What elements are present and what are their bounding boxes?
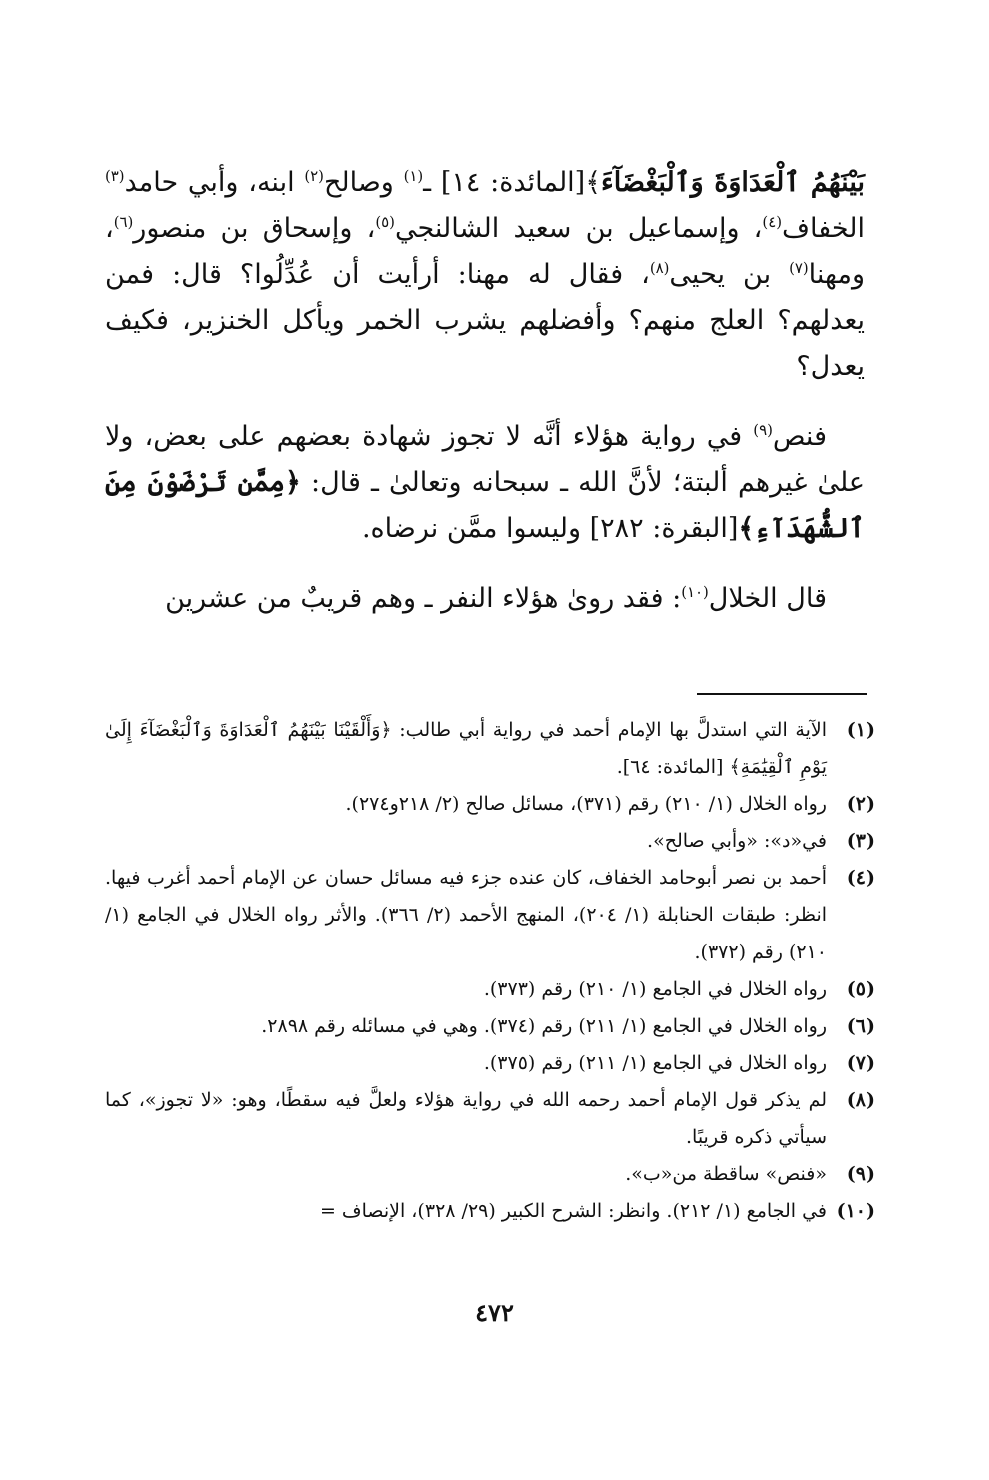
footnote-item <box>105 1045 875 1082</box>
footnote-number: (٧) <box>846 1052 875 1074</box>
paragraph-3: قال الخلال$^{(١٠)}$: فقد روىٰ هؤلاء النفر ـ وهم قريبٌ من عشرين <box>165 583 827 614</box>
footnote-item <box>105 1082 875 1156</box>
footnote-marker[interactable]: (٦) <box>113 213 134 231</box>
footnote-number: (٩) <box>846 1163 875 1185</box>
footnote-item <box>105 1008 875 1045</box>
footnote-text: أحمد بن نصر أبوحامد الخفاف، كان عنده جزء فيه مسائل حسان عن الإمام أحمد أغرب فيها. انظر: طبقات الحنابلة (١/ ٢٠٤)، المنهج الأحمد (٢/ ٣٦٦). والأثر رواه الخلال في الجامع (١/ ٢١٠) رقم (٣٧٢). <box>105 867 828 963</box>
footnote-text: رواه الخلال في الجامع (١/ ٢١١) رقم (٣٧٥). <box>483 1052 827 1074</box>
footnote-marker[interactable]: (٥) <box>375 213 395 231</box>
footnote-number: (٤) <box>846 867 875 889</box>
footnote-text: رواه الخلال (١/ ٢١٠) رقم (٣٧١)، مسائل صالح (٢/ ٢١٨و٢٧٤). <box>345 793 827 815</box>
footnote-marker[interactable]: (٣) <box>105 167 125 185</box>
footnote-number: (٢) <box>846 793 875 815</box>
footnote-marker[interactable]: (١) <box>403 167 424 185</box>
footnote-marker[interactable]: (١٠) <box>681 583 709 601</box>
quran-verse: ﴿مِمَّن تَرْضَوْنَ مِنَ ٱلشُّهَدَآءِ﴾ <box>105 467 865 544</box>
main-text <box>105 160 865 646</box>
footnotes-list <box>105 712 875 1230</box>
footnote-number: (١) <box>846 719 875 741</box>
footnote-text: الآية التي استدلَّ بها الإمام أحمد في رواية أبي طالب: ﴿وَأَلْقَيْنَا بَيْنَهُمُ ٱلْعَدَاوَةَ وَٱلْبَغْضَآءَ إِلَىٰ يَوْمِ ٱلْقِيَٰمَةِ﴾ [المائدة: ٦٤]. <box>105 719 827 778</box>
footnote-text: في الجامع (١/ ٢١٢). وانظر: الشرح الكبير (٢٩/ ٣٢٨)، الإنصاف = <box>319 1200 827 1222</box>
footnote-text: لم يذكر قول الإمام أحمد رحمه الله في رواية هؤلاء ولعلَّ فيه سقطًا، وهو: «لا تجوز»، كما سيأتي ذكره قريبًا. <box>105 1089 827 1148</box>
footnote-number: (١٠) <box>836 1200 875 1222</box>
footnote-marker[interactable]: (٩) <box>753 421 773 439</box>
footnote-item <box>105 786 875 823</box>
footnote-text: «فنص» ساقطة من«ب». <box>625 1163 827 1185</box>
footnote-marker[interactable]: (٨) <box>649 259 670 277</box>
footnote-item <box>105 712 875 786</box>
footnote-text: في«د»: «وأبي صالح». <box>647 830 827 852</box>
footnote-item <box>105 971 875 1008</box>
page-number: ٤٧٢ <box>475 1298 514 1327</box>
footnote-text: رواه الخلال في الجامع (١/ ٢١٠) رقم (٣٧٣). <box>483 978 827 1000</box>
footnote-item <box>105 860 875 971</box>
footnote-separator <box>697 693 867 695</box>
footnote-item <box>105 1193 875 1230</box>
paragraph-1: بَيْنَهُمُ ٱلْعَدَاوَةَ وَٱلْبَغْضَآءَ﴾[المائدة: ١٤] ـ$^{(١)}$ وصالح$^{(٢)}$ ابنه، وأبي حامد$^{(٣)}$ الخفاف$^{(٤)}$، وإسماعيل بن سعيد الشالنجي$^{(٥)}$، وإسحاق بن منصور$^{(٦)}$، ومهنا$^{(٧)}$ بن يحيى$^{(٨)}$، فقال له مهنا: أرأيت أن عُدِّلُوا؟ قال: فمن يعدلهم؟ العلج منهم؟ وأفضلهم يشرب الخمر ويأكل الخنزير، فكيف يعدل؟ <box>105 167 866 382</box>
footnote-item <box>105 1156 875 1193</box>
paragraph-2: فنص$^{(٩)}$ في رواية هؤلاء أنَّه لا تجوز شهادة بعضهم على بعض، ولا علىٰ غيرهم ألبتة؛ لأنَّ الله ـ سبحانه وتعالىٰ ـ قال: ﴿مِمَّن تَرْضَوْنَ مِنَ ٱلشُّهَدَآءِ﴾[البقرة: ٢٨٢] وليسوا ممَّن نرضاه. <box>105 421 865 544</box>
footnote-number: (٦) <box>846 1015 875 1037</box>
footnote-number: (٣) <box>846 830 875 852</box>
verse-reference: [البقرة: ٢٨٢] <box>589 513 739 544</box>
quran-verse: بَيْنَهُمُ ٱلْعَدَاوَةَ وَٱلْبَغْضَآءَ <box>601 167 865 198</box>
footnote-item <box>105 823 875 860</box>
verse-reference: [المائدة: ١٤] <box>440 167 586 198</box>
footnote-marker[interactable]: (٧) <box>789 259 809 277</box>
footnote-text: رواه الخلال في الجامع (١/ ٢١١) رقم (٣٧٤). وهي في مسائله رقم ٢٨٩٨. <box>261 1015 827 1037</box>
footnote-marker[interactable]: (٤) <box>762 213 782 231</box>
footnote-number: (٥) <box>846 978 875 1000</box>
footnote-marker[interactable]: (٢) <box>304 167 324 185</box>
footnote-number: (٨) <box>846 1089 875 1111</box>
